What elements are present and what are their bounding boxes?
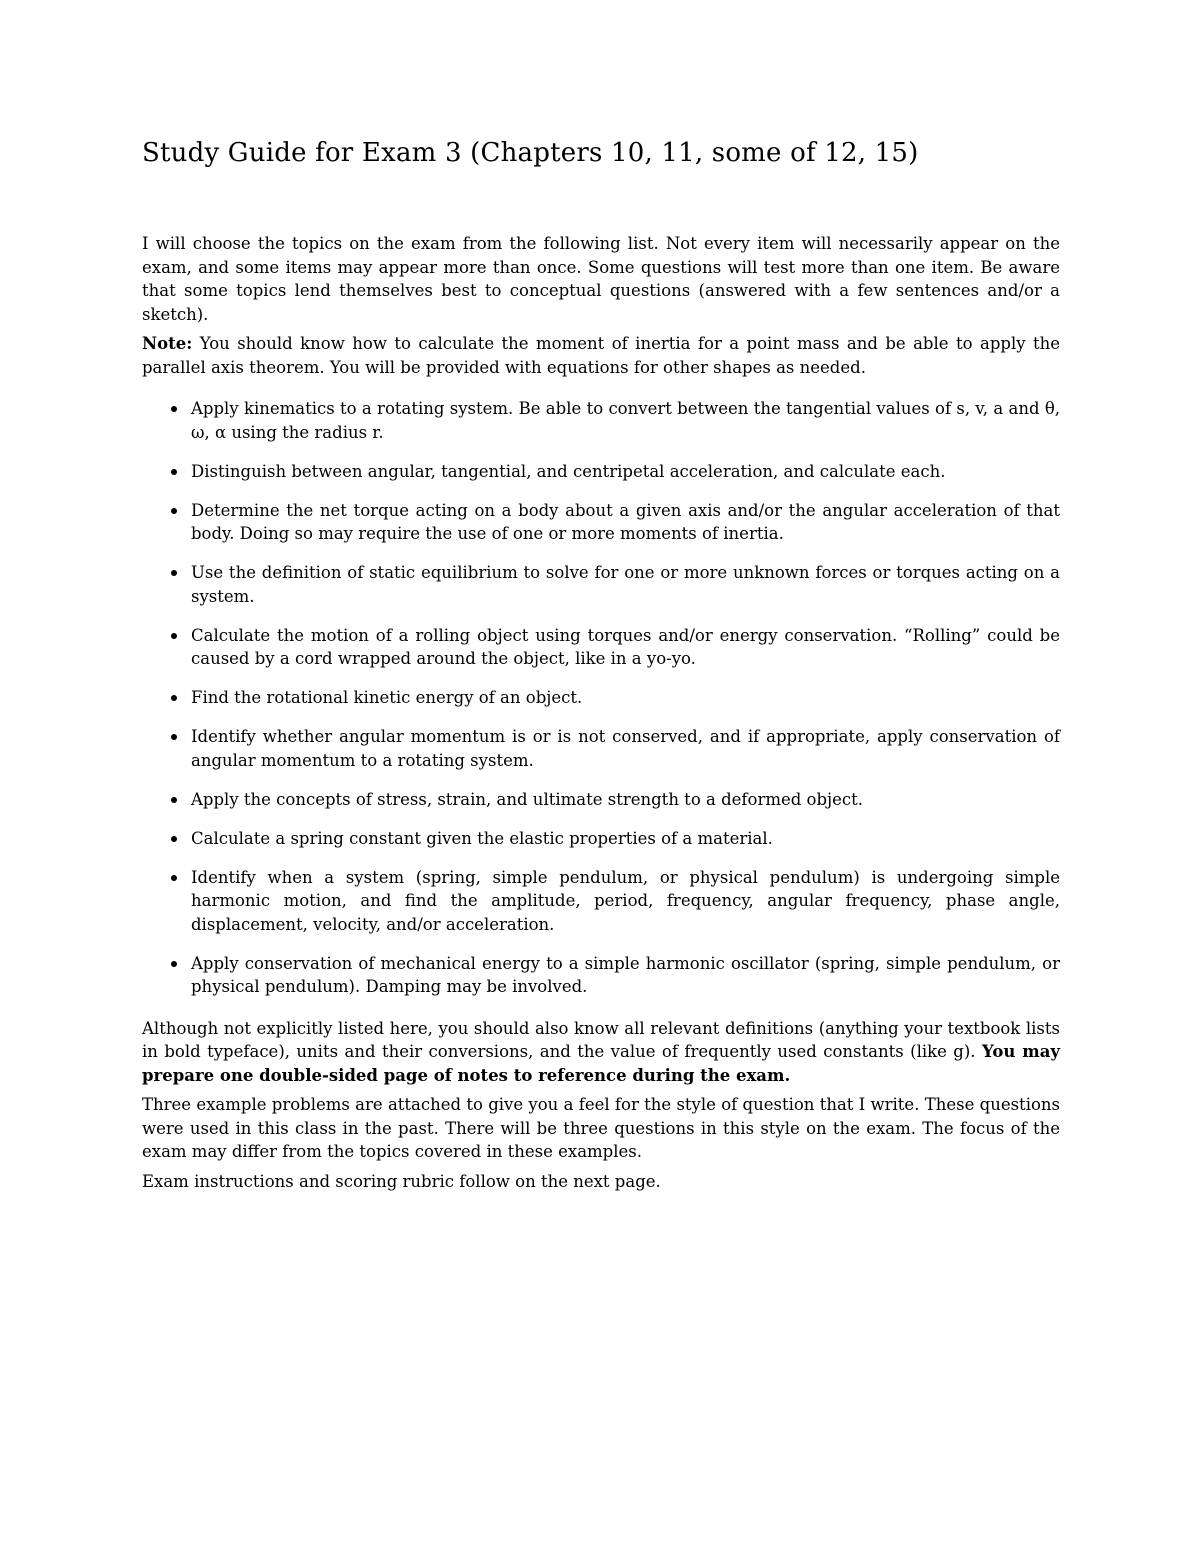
bullet-icon (171, 508, 177, 514)
bullet-icon (171, 734, 177, 740)
document-page (142, 138, 1060, 1199)
topic-text: Apply kinematics to a rotating system. Be able to convert between the tangential values of s, v, a and θ, ω, α using the radius r. (191, 399, 1060, 442)
bullet-icon (171, 875, 177, 881)
note-label: Note: (142, 334, 193, 353)
topic-item (142, 561, 1060, 608)
topic-list (142, 397, 1060, 999)
intro-paragraph: I will choose the topics on the exam from the following list. Not every item will necessarily appear on the exam, and some items may appear more than once. Some questions will test more than one item. Be aware that some topics lend themselves best to conceptual questions (answered with a few sentences and/or a sketch). (142, 234, 1060, 324)
closing-text: Although not explicitly listed here, you should also know all relevant definitions (anything your textbook lists in bold typeface), units and their conversions, and the value of frequently used constants (like g). (142, 1018, 1060, 1061)
bullet-icon (171, 961, 177, 967)
topic-item (142, 624, 1060, 671)
topic-item (142, 952, 1060, 999)
bullet-icon (171, 836, 177, 842)
topic-text: Use the definition of static equilibrium to solve for one or more unknown forces or torques acting on a system. (191, 563, 1060, 606)
topic-item (142, 827, 1060, 851)
topic-item (142, 686, 1060, 710)
topic-text: Calculate the motion of a rolling object using torques and/or energy conservation. “Rolling” could be caused by a cord wrapped around the object, like in a yo-yo. (191, 625, 1060, 668)
closing-paragraph (142, 1017, 1060, 1088)
bullet-icon (171, 570, 177, 576)
topic-text: Determine the net torque acting on a body about a given axis and/or the angular acceleration of that body. Doing so may require the use of one or more moments of inertia. (191, 500, 1060, 543)
topic-item (142, 788, 1060, 812)
topic-item (142, 499, 1060, 546)
topic-text: Identify whether angular momentum is or is not conserved, and if appropriate, apply conservation of angular momentum to a rotating system. (191, 727, 1060, 770)
topic-item (142, 397, 1060, 444)
topic-text: Find the rotational kinetic energy of an object. (191, 688, 583, 707)
topic-text: Distinguish between angular, tangential, and centripetal acceleration, and calculate each. (191, 461, 946, 481)
bullet-icon (171, 695, 177, 701)
topic-item (142, 866, 1060, 937)
topic-text: Calculate a spring constant given the elastic properties of a material. (191, 828, 773, 848)
document-title: Study Guide for Exam 3 (Chapters 10, 11, some of 12, 15) (142, 138, 919, 168)
topic-text: Identify when a system (spring, simple pendulum, or physical pendulum) is undergoing simple harmonic motion, and find the amplitude, period, frequency, angular frequency, phase angle, displacement, velocity, and/or acceleration. (191, 867, 1060, 934)
topic-item (142, 460, 1060, 484)
bullet-icon (171, 469, 177, 475)
footer-note: Exam instructions and scoring rubric follow on the next page. (142, 1171, 661, 1191)
bullet-icon (171, 633, 177, 639)
bullet-icon (171, 406, 177, 412)
topic-text: Apply the concepts of stress, strain, and ultimate strength to a deformed object. (191, 789, 864, 809)
topic-item (142, 725, 1060, 772)
bullet-icon (171, 797, 177, 803)
topic-text: Apply conservation of mechanical energy to a simple harmonic oscillator (spring, simple pendulum, or physical pendulum). Damping may be involved. (191, 953, 1060, 996)
notes-allowance: You may prepare one double-sided page of notes to reference during the exam. (142, 1042, 1060, 1085)
note-text: You should know how to calculate the moment of inertia for a point mass and be able to apply the parallel axis theorem. You will be provided with equations for other shapes as needed. (142, 334, 1060, 377)
examples-paragraph: Three example problems are attached to give you a feel for the style of question that I write. These questions were used in this class in the past. There will be three questions in this style on the exam. The focus of the exam may differ from the topics covered in these examples. (142, 1095, 1060, 1161)
note-paragraph (142, 332, 1060, 379)
